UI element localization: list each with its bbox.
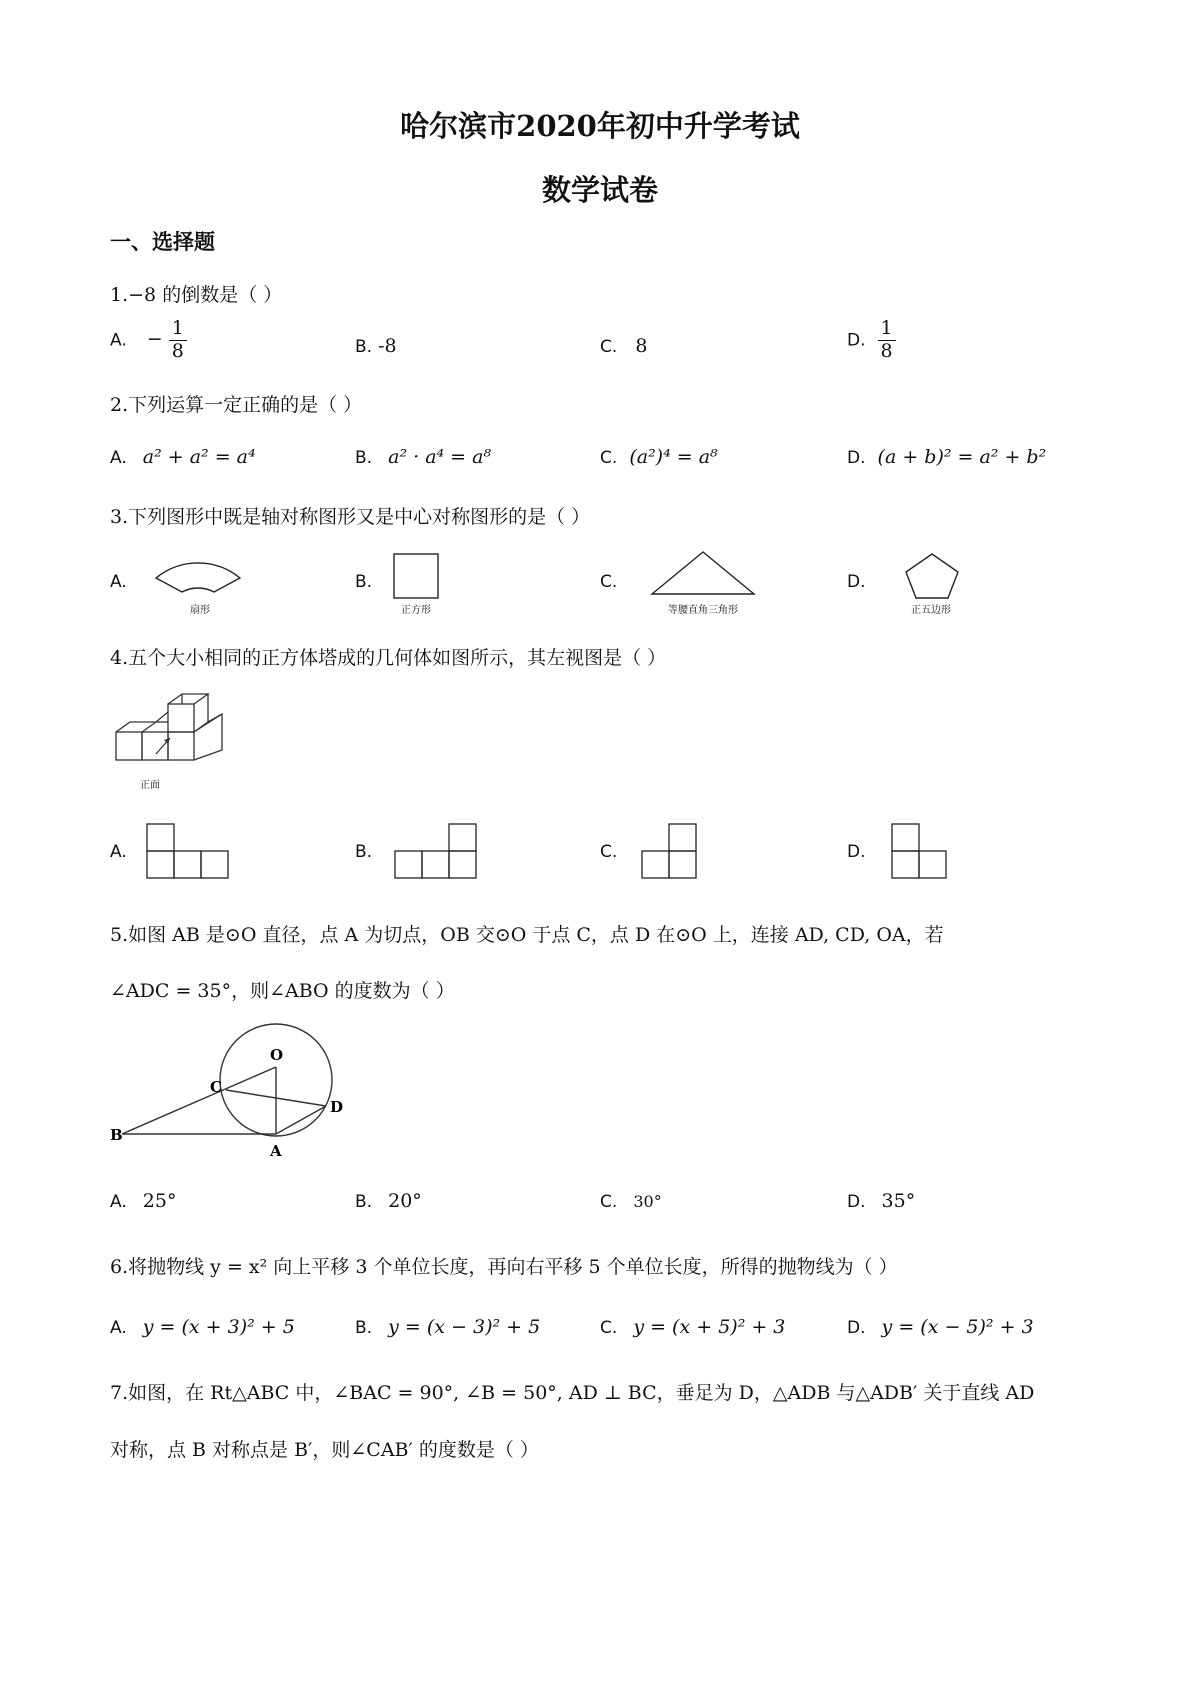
- triangle-caption: 等腰直角三角形: [668, 605, 738, 616]
- question-number: 1.: [110, 284, 129, 306]
- question-7-line1: [110, 1378, 1034, 1405]
- point-o-label: O: [270, 1046, 284, 1064]
- question-number: 6.: [110, 1256, 129, 1278]
- option-formula: y = (x − 3)² + 5: [388, 1316, 541, 1338]
- option-text: -8: [378, 335, 397, 357]
- option-text: 8: [635, 335, 648, 357]
- square-caption: 正方形: [401, 605, 431, 616]
- question-6: [110, 1252, 898, 1279]
- q6-option-c[interactable]: [600, 1316, 785, 1338]
- question-number: 2.: [110, 394, 129, 416]
- question-4: [110, 643, 666, 670]
- question-3: [110, 502, 590, 529]
- q3-option-c-label[interactable]: C.: [600, 572, 618, 592]
- q3-option-b-label[interactable]: B.: [355, 572, 373, 592]
- fraction: [169, 318, 187, 363]
- q3-option-a-label[interactable]: A.: [110, 572, 127, 592]
- option-text: 25°: [142, 1190, 177, 1212]
- option-label: C.: [600, 1192, 618, 1212]
- fraction-denominator: 8: [880, 339, 893, 362]
- q6-option-b[interactable]: [355, 1316, 540, 1338]
- question-2: [110, 390, 362, 417]
- page-subtitle: 数学试卷: [541, 173, 658, 207]
- option-label: A.: [110, 330, 127, 351]
- q1-option-b[interactable]: [355, 335, 397, 357]
- option-formula: y = (x + 3)² + 5: [142, 1316, 295, 1338]
- option-label: D.: [847, 330, 866, 351]
- q2-option-b[interactable]: [355, 446, 491, 468]
- question-stem: 将抛物线 y = x² 向上平移 3 个单位长度，再向右平移 5 个单位长度，所得的抛物线为（ ）: [128, 1256, 898, 1278]
- section-heading: 一、选择题: [110, 229, 215, 254]
- pentagon-caption: 正五边形: [911, 605, 951, 616]
- option-label: C.: [600, 1318, 618, 1338]
- square-figure: [390, 552, 450, 600]
- option-label: D.: [847, 1318, 866, 1338]
- question-stem: 如图，在 Rt△ABC 中，∠BAC = 90°, ∠B = 50°, AD ⊥ BC，垂足为 D，△ADB 与△ADB′ 关于直线 AD: [128, 1382, 1035, 1404]
- question-number: 5.: [110, 924, 129, 946]
- q4-option-d-label[interactable]: D.: [847, 842, 866, 862]
- q2-option-d[interactable]: [847, 446, 1046, 468]
- point-b-label: B: [110, 1126, 123, 1144]
- q6-option-d[interactable]: [847, 1316, 1034, 1338]
- option-text: 20°: [388, 1190, 422, 1212]
- option-formula: y = (x + 5)² + 3: [633, 1316, 786, 1338]
- q2-option-a[interactable]: [110, 446, 256, 468]
- question-stem: 下列图形中既是轴对称图形又是中心对称图形的是（ ）: [128, 506, 591, 528]
- option-label: C.: [600, 337, 618, 357]
- q1-option-a[interactable]: [110, 318, 187, 363]
- question-5-line1: [110, 920, 944, 947]
- option-formula: (a + b)² = a² + b²: [877, 446, 1047, 468]
- q5-option-b[interactable]: [355, 1190, 422, 1212]
- option-label: D.: [847, 1192, 866, 1212]
- sector-caption: 扇形: [190, 605, 210, 616]
- option-formula: a² + a² = a⁴: [142, 446, 256, 468]
- question-stem: 下列运算一定正确的是（ ）: [128, 394, 363, 416]
- q4-option-b-label[interactable]: B.: [355, 842, 373, 862]
- front-view-caption: 正面: [140, 780, 160, 791]
- option-label: B.: [355, 337, 373, 357]
- option-formula: y = (x − 5)² + 3: [881, 1316, 1034, 1338]
- q3-option-d-label[interactable]: D.: [847, 572, 866, 592]
- q4-option-a-view: [145, 822, 233, 882]
- fraction: [878, 318, 896, 363]
- option-label: A.: [110, 1192, 127, 1212]
- q5-option-a[interactable]: [110, 1190, 176, 1212]
- option-text: 30°: [633, 1192, 662, 1211]
- option-label: B.: [355, 1318, 373, 1338]
- q2-option-c[interactable]: [600, 446, 718, 468]
- option-label: A.: [110, 448, 127, 468]
- fraction-numerator: 1: [878, 318, 896, 341]
- option-label: B.: [355, 1192, 373, 1212]
- point-d-label: D: [330, 1098, 344, 1116]
- question-number: 3.: [110, 506, 129, 528]
- q4-option-c-label[interactable]: C.: [600, 842, 618, 862]
- option-label: D.: [847, 448, 866, 468]
- question-stem: 五个大小相同的正方体塔成的几何体如图所示，其左视图是（ ）: [128, 647, 667, 669]
- option-sign: −: [146, 328, 163, 351]
- sector-figure: [150, 550, 250, 598]
- option-label: B.: [355, 448, 373, 468]
- option-formula: a² · a⁴ = a⁸: [388, 446, 492, 468]
- question-number: 4.: [110, 647, 129, 669]
- q1-option-d[interactable]: [847, 318, 896, 363]
- q4-option-c-view: [640, 822, 700, 882]
- q4-option-d-view: [890, 822, 950, 882]
- option-label: C.: [600, 448, 618, 468]
- fraction-denominator: 8: [171, 339, 184, 362]
- question-stem: 如图 AB 是⊙O 直径，点 A 为切点，OB 交⊙O 于点 C，点 D 在⊙O 上，连接 AD, CD, OA，若: [128, 924, 944, 946]
- option-label: A.: [110, 1318, 127, 1338]
- question-5-line2: ∠ADC = 35°，则∠ABO 的度数为（ ）: [110, 980, 455, 1002]
- fraction-numerator: 1: [169, 318, 187, 341]
- question-stem: −8 的倒数是（ ）: [128, 284, 283, 306]
- isosceles-right-triangle-figure: [648, 548, 758, 600]
- question-number: 7.: [110, 1382, 129, 1404]
- question-7-line2: 对称，点 B 对称点是 B′，则∠CAB′ 的度数是（ ）: [110, 1439, 539, 1461]
- regular-pentagon-figure: [900, 550, 964, 600]
- question-1: [110, 280, 282, 307]
- circle-tangent-figure: [108, 1020, 358, 1166]
- q4-option-a-label[interactable]: A.: [110, 842, 127, 862]
- point-a-label: A: [270, 1142, 282, 1160]
- option-formula: (a²)⁴ = a⁸: [629, 446, 718, 468]
- q5-option-d[interactable]: [847, 1190, 915, 1212]
- page-title: 哈尔滨市2020年初中升学考试: [400, 109, 800, 143]
- option-text: 35°: [881, 1190, 916, 1212]
- cube-solid-figure: [112, 686, 242, 786]
- q5-option-c[interactable]: [600, 1190, 662, 1212]
- q6-option-a[interactable]: [110, 1316, 295, 1338]
- q1-option-c[interactable]: [600, 335, 647, 357]
- q4-option-b-view: [393, 822, 481, 882]
- point-c-label: C: [210, 1078, 222, 1096]
